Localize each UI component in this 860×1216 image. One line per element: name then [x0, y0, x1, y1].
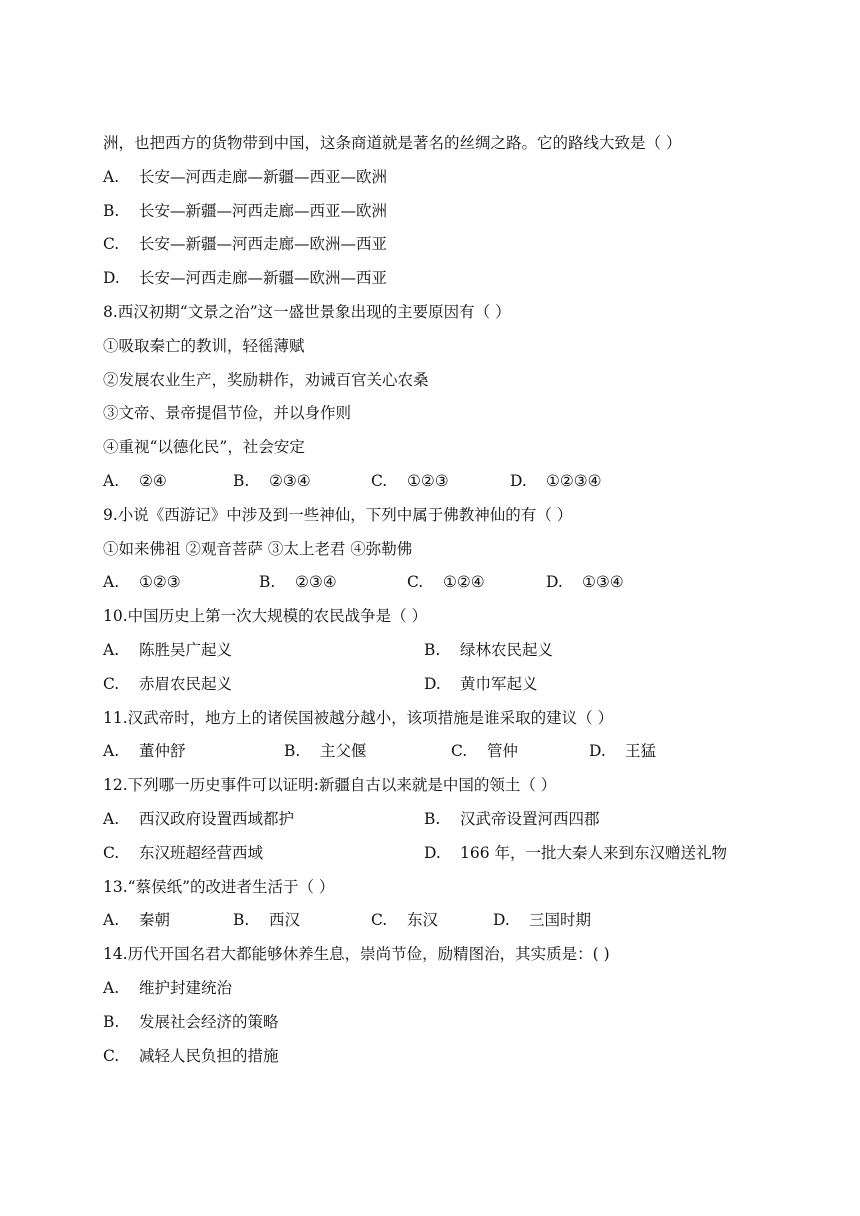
option-label: C. — [451, 742, 468, 761]
q14-option-a — [103, 972, 823, 1006]
q11-option-d — [589, 735, 656, 769]
option-text: 166 年，一批大秦人来到东汉赠送礼物 — [460, 843, 728, 862]
q11-option-a — [103, 735, 186, 769]
option-text: 秦朝 — [139, 911, 171, 930]
q10-option-b — [424, 634, 553, 668]
option-text: 董仲舒 — [139, 742, 186, 761]
q11-option-c — [451, 735, 518, 769]
option-label: C. — [371, 911, 388, 930]
q12-option-b — [424, 803, 600, 837]
q8-option-d — [510, 465, 602, 499]
q13-option-d — [493, 904, 591, 938]
q7-option-b — [103, 195, 823, 229]
option-text: 西汉 — [269, 911, 301, 930]
option-label: A. — [103, 573, 120, 592]
option-text: 三国时期 — [529, 911, 592, 930]
q8-option-a — [103, 465, 167, 499]
q8-option-c — [371, 465, 449, 499]
q14-option-c — [103, 1040, 823, 1074]
option-text: 东汉班超经营西域 — [139, 843, 264, 862]
q13-options-row — [103, 904, 823, 938]
q7-stem-continuation: 洲，也把西方的货物带到中国，这条商道就是著名的丝绸之路。它的路线大致是（ ） — [103, 134, 682, 152]
option-label: C. — [407, 573, 424, 592]
q13-option-b — [233, 904, 300, 938]
q11-option-b — [284, 735, 367, 769]
option-text: 发展社会经济的策略 — [139, 1012, 279, 1031]
option-label: A. — [103, 471, 120, 490]
option-text: 主父偃 — [320, 742, 367, 761]
q9-option-d — [546, 566, 624, 600]
q13-option-a — [103, 904, 170, 938]
q12-stem: 12.下列哪一历史事件可以证明:新疆自古以来就是中国的领土（ ） — [103, 776, 557, 795]
option-label: B. — [424, 809, 441, 828]
option-label: A. — [103, 978, 120, 997]
option-text: 维护封建统治 — [139, 978, 233, 997]
option-text: ①②③ — [407, 471, 449, 490]
q8-stem: 8.西汉初期“文景之治”这一盛世景象出现的主要原因有（ ） — [103, 302, 511, 321]
option-text: 东汉 — [407, 911, 439, 930]
option-text: 黄巾军起义 — [460, 674, 538, 693]
q12-option-c — [103, 837, 263, 871]
option-text: 西汉政府设置西域都护 — [139, 809, 295, 828]
q9-stem: 9.小说《西游记》中涉及到一些神仙，下列中属于佛教神仙的有（ ） — [103, 505, 573, 524]
option-label: C. — [103, 235, 120, 254]
option-label: B. — [259, 573, 276, 592]
q10-option-c — [103, 668, 232, 702]
q10-option-d — [424, 668, 538, 702]
option-label: B. — [103, 1012, 120, 1031]
q8-item-3: ③文帝、景帝提倡节俭，并以身作则 — [103, 404, 352, 423]
q9-option-c — [407, 566, 485, 600]
q8-item-4: ④重视“以德化民”，社会安定 — [103, 438, 305, 457]
option-label: A. — [103, 167, 120, 186]
option-text: 长安—河西走廊—新疆—西亚—欧洲 — [139, 167, 388, 186]
q10-option-a — [103, 634, 232, 668]
q13-stem: 13.“蔡侯纸”的改进者生活于（ ） — [103, 877, 335, 896]
q12-options-row-1 — [103, 803, 823, 837]
option-label: A. — [103, 911, 120, 930]
q10-options-row-2 — [103, 668, 823, 702]
option-label: B. — [233, 471, 250, 490]
option-label: A. — [103, 742, 120, 761]
option-text: ②③④ — [269, 471, 311, 490]
option-text: 管仲 — [487, 742, 519, 761]
option-label: D. — [424, 843, 441, 862]
option-label: D. — [424, 674, 441, 693]
option-label: D. — [103, 269, 120, 288]
q12-option-d — [424, 837, 727, 871]
q7-option-a — [103, 161, 823, 195]
option-text: 长安—新疆—河西走廊—欧洲—西亚 — [139, 235, 388, 254]
option-text: 长安—河西走廊—新疆—欧洲—西亚 — [139, 269, 388, 288]
q12-option-a — [103, 803, 294, 837]
option-text: ②④ — [139, 471, 167, 490]
q10-stem: 10.中国历史上第一次大规模的农民战争是（ ） — [103, 607, 428, 626]
option-label: A. — [103, 809, 120, 828]
option-text: 赤眉农民起义 — [139, 674, 233, 693]
option-label: C. — [371, 471, 388, 490]
option-text: 绿林农民起义 — [460, 640, 554, 659]
option-text: 长安—新疆—河西走廊—西亚—欧洲 — [139, 201, 388, 220]
q9-items: ①如来佛祖 ②观音菩萨 ③太上老君 ④弥勒佛 — [103, 539, 413, 558]
q8-item-2: ②发展农业生产，奖励耕作，劝诫百官关心农桑 — [103, 370, 429, 389]
option-text: ①②④ — [443, 573, 485, 592]
option-label: B. — [103, 201, 120, 220]
option-text: 王猛 — [625, 742, 657, 761]
option-text: ①③④ — [582, 573, 624, 592]
option-label: D. — [589, 742, 606, 761]
option-label: A. — [103, 640, 120, 659]
option-label: B. — [284, 742, 301, 761]
q8-option-b — [233, 465, 311, 499]
q9-option-b — [259, 566, 337, 600]
option-text: ①②③④ — [546, 471, 602, 490]
q8-options-row — [103, 465, 823, 499]
q7-option-c — [103, 228, 823, 262]
q9-options-row — [103, 566, 823, 600]
option-text: ①②③ — [139, 573, 181, 592]
q13-option-c — [371, 904, 438, 938]
option-text: 陈胜吴广起义 — [139, 640, 233, 659]
option-label: B. — [424, 640, 441, 659]
option-label: C. — [103, 843, 120, 862]
q14-stem: 14.历代开国名君大都能够休养生息，崇尚节俭，励精图治，其实质是：( ) — [103, 945, 610, 964]
q7-option-d — [103, 262, 823, 296]
q12-options-row-2 — [103, 837, 823, 871]
q11-stem: 11.汉武帝时，地方上的诸侯国被越分越小，该项措施是谁采取的建议（ ） — [103, 708, 614, 727]
option-label: D. — [510, 471, 527, 490]
option-label: C. — [103, 674, 120, 693]
option-text: 汉武帝设置河西四郡 — [460, 809, 600, 828]
option-label: B. — [233, 911, 250, 930]
q8-item-1: ①吸取秦亡的教训，轻徭薄赋 — [103, 336, 305, 355]
question-page — [103, 127, 823, 1073]
q11-options-row — [103, 735, 823, 769]
option-label: D. — [546, 573, 563, 592]
q10-options-row-1 — [103, 634, 823, 668]
option-label: C. — [103, 1046, 120, 1065]
option-text: ②③④ — [295, 573, 337, 592]
option-label: D. — [493, 911, 510, 930]
q9-option-a — [103, 566, 181, 600]
option-text: 减轻人民负担的措施 — [139, 1046, 279, 1065]
q14-option-b — [103, 1006, 823, 1040]
